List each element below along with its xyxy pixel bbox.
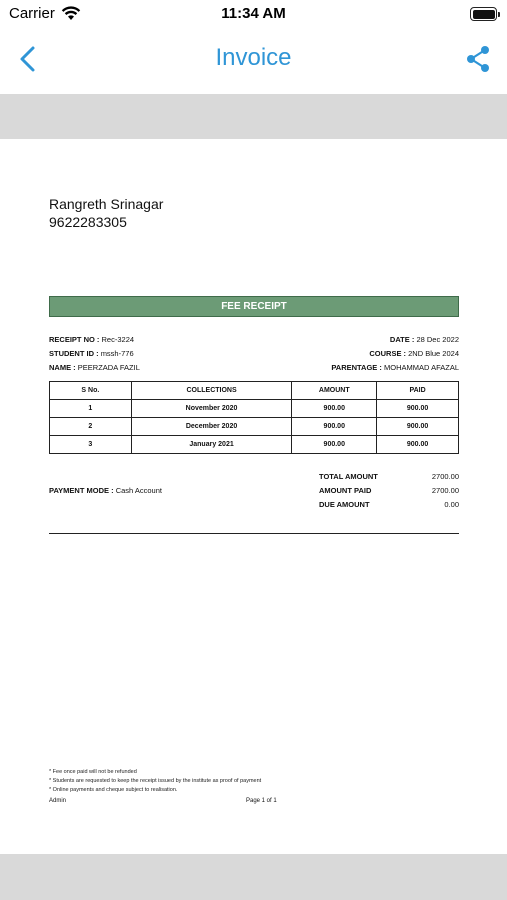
table-cell: 900.00 [377, 436, 459, 454]
footnote: * Online payments and cheque subject to realisation. [49, 787, 178, 793]
table-row [50, 436, 459, 454]
parentage-value: MOHAMMAD AFAZAL [383, 363, 459, 372]
column-header: S No. [50, 382, 132, 400]
page-indicator: Page 1 of 1 [246, 798, 277, 804]
student-id [49, 349, 134, 358]
payment-mode-value: Cash Account [115, 486, 162, 495]
table-cell: January 2021 [131, 436, 292, 454]
status-bar [0, 0, 507, 28]
table-row [50, 418, 459, 436]
document-viewer-bottom-margin [0, 854, 507, 900]
student-id-label: STUDENT ID : [49, 349, 99, 358]
table-header-row [50, 382, 459, 400]
due-amount-label: DUE AMOUNT [319, 500, 370, 509]
table-cell: 900.00 [292, 436, 377, 454]
parentage-label: PARENTAGE : [331, 363, 382, 372]
table-cell: 2 [50, 418, 132, 436]
document-viewer-top-margin [0, 94, 507, 139]
status-time: 11:34 AM [221, 5, 286, 22]
column-header: COLLECTIONS [131, 382, 292, 400]
table-cell: 3 [50, 436, 132, 454]
column-header: PAID [377, 382, 459, 400]
payment-mode-label: PAYMENT MODE : [49, 486, 114, 495]
nav-bar [0, 28, 507, 94]
page-title: Invoice [215, 44, 292, 71]
carrier-label: Carrier [9, 5, 55, 22]
footer-admin: Admin [49, 798, 67, 804]
table-cell: 900.00 [377, 418, 459, 436]
table-cell: 1 [50, 400, 132, 418]
fees-table [49, 381, 459, 454]
amount-paid-value: 2700.00 [431, 486, 459, 495]
footnote: * Students are requested to keep the receipt issued by the institute as proof of payment [49, 778, 262, 784]
course-label: COURSE : [369, 349, 407, 358]
battery-fill [473, 10, 495, 19]
table-cell: November 2020 [131, 400, 292, 418]
receipt-no-value: Rec-3224 [101, 335, 135, 344]
payment-mode [49, 486, 162, 495]
fee-receipt-banner: FEE RECEIPT [49, 296, 459, 317]
receipt-date [390, 335, 459, 344]
total-amount-value: 2700.00 [431, 472, 459, 481]
org-phone: 9622283305 [49, 214, 127, 230]
date-label: DATE : [389, 335, 415, 344]
course [369, 349, 459, 358]
table-row [50, 400, 459, 418]
battery-nub [498, 12, 500, 17]
org-name: Rangreth Srinagar [49, 196, 164, 212]
receipt-no-label: RECEIPT NO : [49, 335, 100, 344]
course-value: 2ND Blue 2024 [408, 349, 459, 358]
due-amount-value: 0.00 [444, 500, 459, 509]
name-label: NAME : [49, 363, 76, 372]
battery-icon [470, 7, 497, 21]
share-icon[interactable] [463, 44, 493, 74]
divider [49, 533, 459, 534]
student-id-value: mssh-776 [100, 349, 134, 358]
table-cell: December 2020 [131, 418, 292, 436]
receipt-no [49, 335, 134, 344]
table-cell: 900.00 [292, 418, 377, 436]
name-value: PEERZADA FAZIL [77, 363, 140, 372]
date-value: 28 Dec 2022 [416, 335, 459, 344]
footnote: * Fee once paid will not be refunded [49, 769, 137, 775]
parentage [331, 363, 459, 372]
table-cell: 900.00 [377, 400, 459, 418]
table-cell: 900.00 [292, 400, 377, 418]
total-amount-label: TOTAL AMOUNT [319, 472, 378, 481]
invoice-document[interactable] [0, 139, 507, 854]
student-name [49, 363, 140, 372]
amount-paid-label: AMOUNT PAID [319, 486, 372, 495]
column-header: AMOUNT [292, 382, 377, 400]
